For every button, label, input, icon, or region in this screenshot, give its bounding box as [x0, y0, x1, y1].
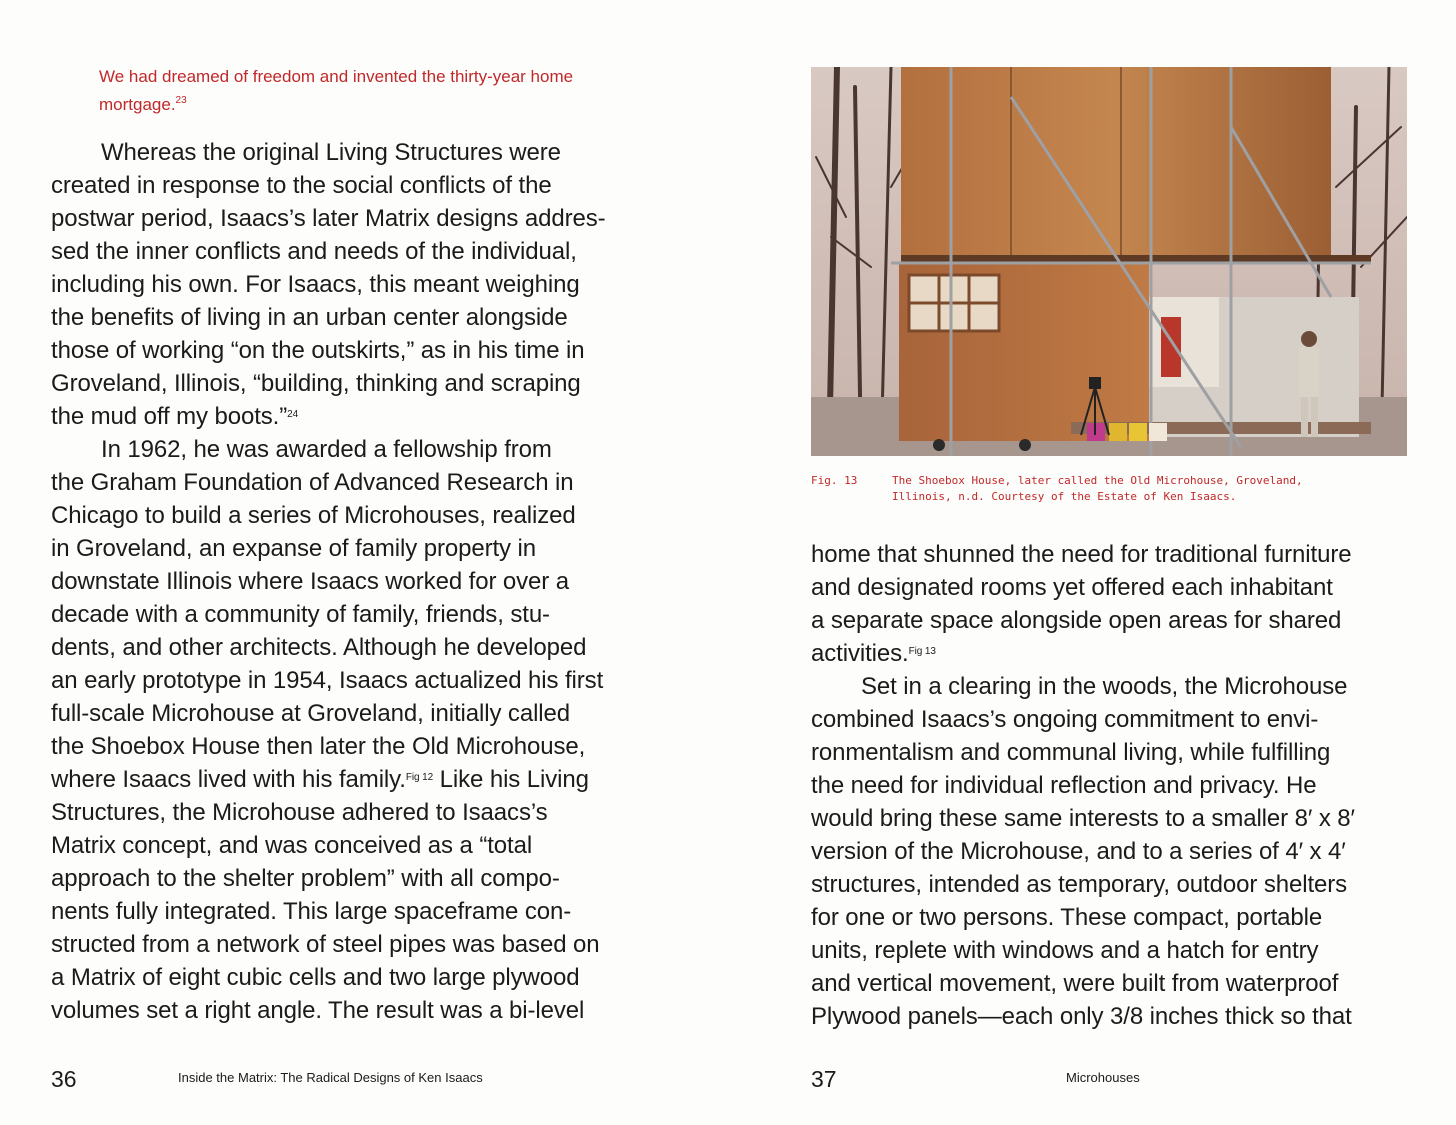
body-line: In 1962, he was awarded a fellowship from: [101, 436, 552, 463]
page-number-right: 37: [811, 1066, 837, 1092]
footnote-ref-24: 24: [287, 409, 299, 420]
running-head-left: Inside the Matrix: The Radical Designs of Ken Isaacs: [178, 1070, 483, 1085]
body-line: where Isaacs lived with his family.$^{Fig 12}$ Like his Living: [51, 766, 589, 793]
body-line: in Groveland, an expanse of family property in: [51, 535, 536, 562]
body-line: downstate Illinois where Isaacs worked for over a: [51, 568, 570, 595]
body-line: Whereas the original Living Structures were: [101, 139, 561, 166]
body-line: Groveland, Illinois, “building, thinking and scraping: [51, 370, 581, 397]
body-line: sed the inner conflicts and needs of the individual,: [51, 238, 577, 265]
right-page: [728, 0, 1456, 1125]
right-body-text: [811, 538, 1411, 1033]
body-line: ronmentalism and communal living, while fulfilling: [811, 739, 1331, 766]
body-line: units, replete with windows and a hatch for entry: [811, 937, 1319, 964]
body-line: a separate space alongside open areas for shared: [811, 607, 1342, 634]
body-line: for one or two persons. These compact, portable: [811, 904, 1323, 931]
body-line: Matrix concept, and was conceived as a “total: [51, 832, 533, 859]
body-line: full-scale Microhouse at Groveland, initially called: [51, 700, 571, 727]
epigraph-line-2: mortgage.$^{23}$: [99, 95, 187, 114]
body-line: the benefits of living in an urban center alongside: [51, 304, 568, 331]
body-line: created in response to the social conflicts of the: [51, 172, 552, 199]
body-line: Plywood panels—each only 3/8 inches thick so that: [811, 1003, 1352, 1030]
body-line: nents fully integrated. This large spaceframe con-: [51, 898, 572, 925]
body-line: and designated rooms yet offered each inhabitant: [811, 574, 1333, 601]
left-body-text: [51, 136, 651, 1027]
caption-line-2: Illinois, n.d. Courtesy of the Estate of Ken Isaacs.: [892, 490, 1237, 503]
body-line: the Shoebox House then later the Old Microhouse,: [51, 733, 586, 760]
body-line: Structures, the Microhouse adhered to Isaacs’s: [51, 799, 548, 826]
epigraph-quote: [99, 63, 659, 119]
epigraph-line-1: We had dreamed of freedom and invented the thirty-year home: [99, 67, 574, 86]
figure-ref-13: Fig 13: [908, 646, 936, 657]
body-line: the Graham Foundation of Advanced Research in: [51, 469, 574, 496]
body-line: combined Isaacs’s ongoing commitment to envi-: [811, 706, 1319, 733]
figure-label: Fig. 13: [811, 474, 858, 487]
body-line: Chicago to build a series of Microhouses, realized: [51, 502, 576, 529]
body-line: structures, intended as temporary, outdoor shelters: [811, 871, 1348, 898]
body-line: version of the Microhouse, and to a series of 4′ x 4′: [811, 838, 1346, 865]
body-line: those of working “on the outskirts,” as in his time in: [51, 337, 585, 364]
body-line: a Matrix of eight cubic cells and two large plywood: [51, 964, 580, 991]
caption-line-1: The Shoebox House, later called the Old Microhouse, Groveland,: [892, 474, 1303, 487]
running-head-right: Microhouses: [1066, 1070, 1140, 1085]
shoebox-house-photo: [811, 67, 1407, 456]
figure-caption-text: [892, 473, 1407, 505]
body-line: the mud off my boots.”$^{24}$: [51, 403, 299, 430]
body-line: dents, and other architects. Although he developed: [51, 634, 587, 661]
body-line: activities.$^{Fig 13}$: [811, 640, 936, 667]
page-number-left: 36: [51, 1066, 77, 1092]
body-line: Set in a clearing in the woods, the Microhouse: [861, 673, 1348, 700]
body-line: approach to the shelter problem” with all compo-: [51, 865, 560, 892]
body-line: decade with a community of family, friends, stu-: [51, 601, 550, 628]
figure-ref-12: Fig 12: [405, 772, 434, 783]
body-line: home that shunned the need for traditional furniture: [811, 541, 1352, 568]
body-line: structed from a network of steel pipes was based on: [51, 931, 600, 958]
footnote-ref-23: 23: [175, 95, 187, 106]
body-line: would bring these same interests to a smaller 8′ x 8′: [811, 805, 1355, 832]
body-line: an early prototype in 1954, Isaacs actualized his first: [51, 667, 604, 694]
body-line: volumes set a right angle. The result was a bi-level: [51, 997, 585, 1024]
body-line: and vertical movement, were built from waterproof: [811, 970, 1339, 997]
body-line: postwar period, Isaacs’s later Matrix designs addres-: [51, 205, 606, 232]
figure-photograph: [811, 67, 1407, 456]
body-line: the need for individual reflection and privacy. He: [811, 772, 1317, 799]
body-line: including his own. For Isaacs, this meant weighing: [51, 271, 580, 298]
